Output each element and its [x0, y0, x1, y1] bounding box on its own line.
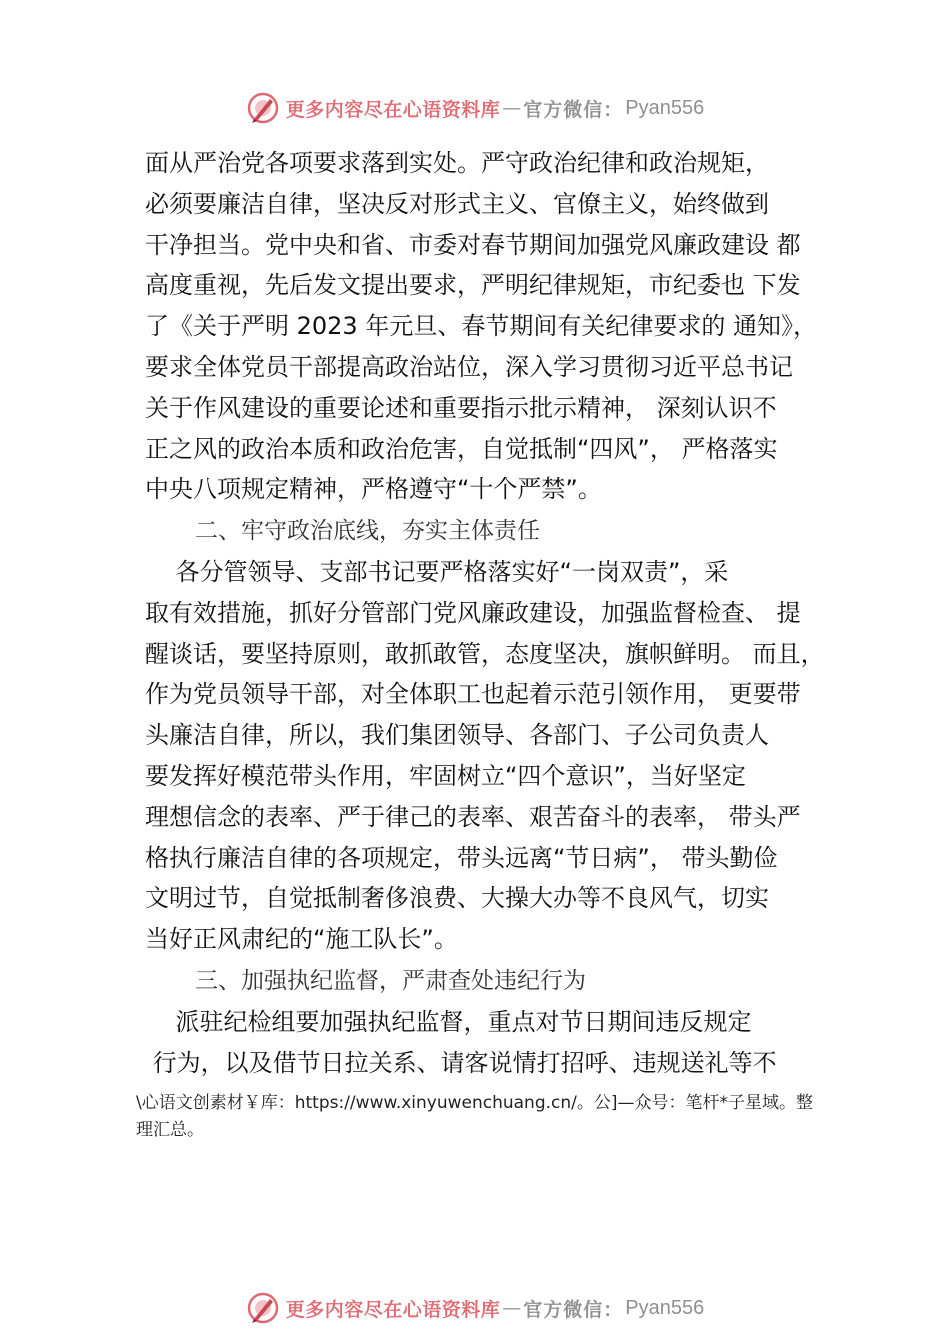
wechat-id: Pyan556 [625, 1296, 705, 1319]
document-body [145, 143, 835, 1083]
body-line: 面从严治党各项要求落到实处。严守政治纪律和政治规矩， [145, 149, 769, 177]
body-line: 派驻纪检组要加强执纪监督，重点对节日期间违反规定 [145, 1007, 752, 1036]
body-line: 正之风的政治本质和政治危害，自觉抵制“四风”， 严格落实 [145, 434, 778, 463]
body-line: 中央八项规定精神，严格遵守“十个严禁”。 [145, 475, 602, 504]
body-line: 高度重视，先后发文提出要求，严明纪律规矩，市纪委也 下发 [145, 271, 801, 300]
body-line: 当好正风肃纪的“施工队长”。 [145, 925, 458, 954]
body-line: 理想信念的表率、严于律己的表率、艰苦奋斗的表率， 带头严 [145, 802, 801, 831]
body-line: 醒谈话，要坚持原则，敢抓敢管，态度坚决，旗帜鲜明。 而且， [145, 639, 825, 668]
footnote-line-1: \心语文创素材￥库：https://www.xinyuwenchuang.cn/。公]—众号：笔杆*子星域。整 [136, 1093, 814, 1113]
body-line: 要求全体党员干部提高政治站位，深入学习贯彻习近平总书记 [145, 352, 793, 381]
wechat-label: 官方微信： [523, 1298, 624, 1321]
section-heading: 二、牢守政治底线，夯实主体责任 [195, 518, 540, 545]
wechat-label: 官方微信： [523, 98, 624, 121]
footnote-line-2: 理汇总。 [136, 1120, 204, 1140]
body-line: 了《关于严明 2023 年元旦、春节期间有关纪律要求的 通知》， [145, 312, 817, 341]
pen-nib-circle-icon [246, 91, 280, 125]
body-line: 各分管领导、支部书记要严格落实好“一岗双责”，采 [145, 557, 729, 586]
body-line: 取有效措施，抓好分管部门党风廉政建设，加强监督检查、 提 [145, 598, 801, 627]
body-line: 格执行廉洁自律的各项规定，带头远离“节日病”， 带头勤俭 [145, 843, 778, 872]
brand-text: 更多内容尽在心语资料库 [285, 98, 501, 121]
footnote [136, 1090, 856, 1144]
wechat-id: Pyan556 [625, 96, 705, 119]
footer-banner [0, 1288, 950, 1328]
body-line: 作为党员领导干部，对全体职工也起着示范引领作用， 更要带 [145, 680, 801, 709]
body-line: 关于作风建设的重要论述和重要指示批示精神， 深刻认识不 [145, 393, 777, 422]
brand-text: 更多内容尽在心语资料库 [285, 1298, 501, 1321]
body-line: 干净担当。党中央和省、市委对春节期间加强党风廉政建设 都 [145, 230, 801, 259]
body-line: 必须要廉洁自律，坚决反对形式主义、官僚主义，始终做到 [145, 189, 769, 218]
banner-dash: — [502, 97, 522, 119]
header-banner [0, 88, 950, 128]
banner-dash: — [502, 1297, 522, 1319]
section-heading: 三、加强执纪监督，严肃查处违纪行为 [195, 967, 586, 994]
body-line: 行为，以及借节日拉关系、请客说情打招呼、违规送礼等不 [145, 1048, 777, 1077]
body-line: 头廉洁自律，所以，我们集团领导、各部门、子公司负责人 [145, 721, 769, 750]
body-line: 要发挥好模范带头作用，牢固树立“四个意识”，当好坚定 [145, 761, 746, 790]
body-line: 文明过节，自觉抵制奢侈浪费、大操大办等不良风气，切实 [145, 884, 769, 913]
pen-nib-circle-icon [246, 1291, 280, 1325]
